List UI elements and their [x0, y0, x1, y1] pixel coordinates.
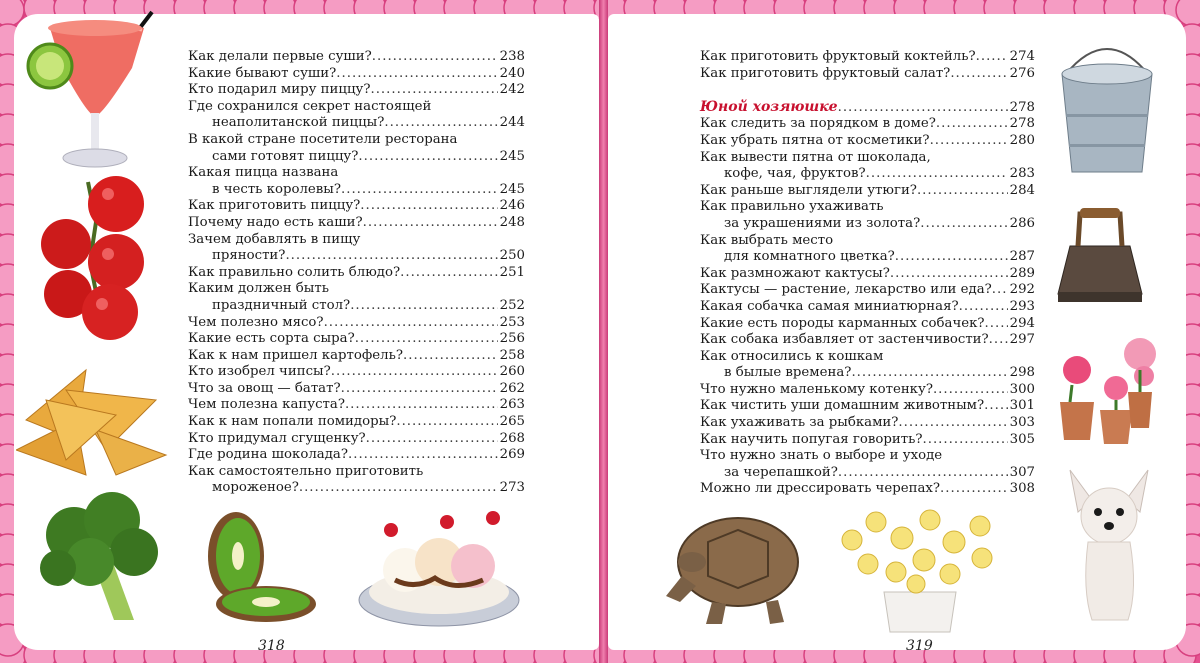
- toc-entry-title: Чем полезно мясо?: [188, 314, 324, 330]
- toc-entry-title: Как приготовить фруктовый коктейль?: [700, 49, 976, 64]
- toc-page-number: 307: [1009, 464, 1035, 480]
- dot-leader: [384, 115, 497, 132]
- daisy-pot-illustration: [832, 500, 1008, 634]
- toc-entry-title: Какие есть породы карманных собачек?: [700, 315, 985, 331]
- toc-entry-title: Как самостоятельно приготовить: [188, 463, 424, 479]
- toc-page-number: 238: [499, 49, 525, 64]
- nachos-illustration: [16, 360, 174, 478]
- toc-entry-title: Что нужно знать о выборе и уходе: [700, 448, 943, 464]
- dot-leader: [366, 431, 498, 448]
- toc-entry-title: за черепашкой?: [724, 464, 838, 480]
- dot-leader: [950, 66, 1007, 83]
- dot-leader: [917, 183, 1008, 200]
- toc-entry: [188, 281, 525, 298]
- toc-page-number: 298: [1009, 365, 1035, 381]
- toc-entry: [188, 480, 525, 497]
- toc-entry: [188, 298, 525, 315]
- toc-entry: [188, 115, 525, 132]
- toc-entry-title: Какие есть сорта сыра?: [188, 331, 355, 347]
- dot-leader: [341, 381, 498, 398]
- page-number-right: 319: [906, 638, 933, 654]
- toc-entry-title: Как следить за порядком в доме?: [700, 116, 936, 132]
- dot-leader: [920, 216, 1007, 233]
- ice-cream-sundae-illustration: [355, 500, 523, 630]
- toc-entry-title: Как приготовить фруктовый салат?: [700, 65, 951, 81]
- dot-leader: [922, 432, 1007, 449]
- toc-entry-title: пряности?: [212, 248, 286, 264]
- toc-entry-title: Какая собачка самая миниатюрная?: [700, 298, 959, 314]
- dot-leader: [930, 133, 1008, 150]
- toc-entry-title: Как чистить уши домашним животным?: [700, 398, 985, 414]
- toc-page-number: 280: [1009, 132, 1035, 148]
- dot-leader: [372, 49, 498, 66]
- cocktail-illustration: [22, 8, 162, 173]
- toc-entry-title: Что за овощ — батат?: [188, 380, 341, 396]
- toc-entry-title: Как к нам попали помидоры?: [188, 414, 397, 430]
- dot-leader: [370, 82, 497, 99]
- toc-entry-title: Как выбрать место: [700, 232, 834, 248]
- dot-leader: [358, 149, 497, 166]
- toc-entry-title: Где сохранился секрет настоящей: [188, 98, 432, 114]
- toc-entry: [700, 332, 1035, 349]
- toc-entry: [700, 415, 1035, 432]
- toc-entry-title: Как к нам пришел картофель?: [188, 347, 403, 363]
- iron-illustration: [1050, 196, 1150, 314]
- toc-entry-title: Как относились к кошкам: [700, 348, 884, 364]
- toc-entry: [188, 215, 525, 232]
- toc-page-number: 303: [1009, 415, 1035, 431]
- dot-leader: [851, 365, 1007, 382]
- toc-entry-title: Можно ли дрессировать черепах?: [700, 481, 941, 497]
- dot-leader: [933, 382, 1008, 399]
- dot-leader: [940, 481, 1008, 498]
- toc-page-number: 269: [499, 447, 525, 463]
- toc-entry: [700, 183, 1035, 200]
- toc-page-number: 274: [1009, 49, 1035, 64]
- toc-entry: [188, 414, 525, 431]
- toc-page-number: 286: [1009, 215, 1035, 231]
- toc-entry: [188, 99, 525, 116]
- toc-entry-title: Как делали первые суши?: [188, 49, 372, 64]
- toc-entry: [188, 364, 525, 381]
- toc-entry-title: Как ухаживать за рыбками?: [700, 415, 899, 431]
- toc-page-number: 253: [499, 314, 525, 330]
- toc-entry: [700, 216, 1035, 233]
- toc-page-number: 287: [1009, 249, 1035, 265]
- toc-entry-title: Как собака избавляет от застенчивости?: [700, 332, 989, 348]
- toc-entry-title: Как размножают кактусы?: [700, 265, 890, 281]
- dot-leader: [345, 397, 498, 414]
- dot-leader: [403, 348, 498, 365]
- toc-entry: [188, 149, 525, 166]
- dot-leader: [984, 398, 1007, 415]
- broccoli-illustration: [34, 490, 166, 630]
- toc-page-number: 273: [499, 480, 525, 496]
- toc-page-number: 284: [1009, 182, 1035, 198]
- bucket-illustration: [1054, 34, 1160, 179]
- page-number-left: 318: [258, 638, 285, 654]
- toc-entry-title: Как правильно солить блюдо?: [188, 264, 401, 280]
- toc-entry-title: в честь королевы?: [212, 181, 341, 197]
- toc-entry: [188, 132, 525, 149]
- toc-entry: [188, 82, 525, 99]
- toc-entry-title: Где родина шоколада?: [188, 447, 348, 463]
- dot-leader: [895, 249, 1008, 266]
- dot-leader: [331, 364, 498, 381]
- dot-leader: [341, 182, 498, 199]
- toc-entry-title: Как научить попугая говорить?: [700, 431, 923, 447]
- toc-entry-title: Почему надо есть каши?: [188, 214, 363, 230]
- toc-page-number: 262: [499, 380, 525, 396]
- toc-entry-title: Кто подарил миру пиццу?: [188, 82, 371, 98]
- toc-page-number: 301: [1009, 398, 1035, 414]
- toc-entry-title: неаполитанской пиццы?: [212, 115, 385, 131]
- toc-entry-title: Чем полезна капуста?: [188, 397, 345, 413]
- toc-entry-title: Какая пицца названа: [188, 165, 339, 181]
- toc-entry: [188, 49, 525, 66]
- toc-entry-title: за украшениями из золота?: [724, 215, 921, 231]
- toc-entry: [700, 266, 1035, 283]
- toc-entry-title: Кто изобрел чипсы?: [188, 364, 331, 380]
- dot-leader: [336, 66, 497, 83]
- toc-entry: [700, 116, 1035, 133]
- dot-leader: [890, 266, 1008, 283]
- dot-leader: [299, 480, 498, 497]
- dot-leader: [363, 215, 498, 232]
- right-toc: [700, 49, 1035, 498]
- potted-flowers-illustration: [1052, 330, 1162, 448]
- toc-page-number: 252: [499, 297, 525, 313]
- toc-entry: [188, 397, 525, 414]
- toc-page-number: 293: [1009, 298, 1035, 314]
- toc-entry: [700, 365, 1035, 382]
- toc-entry: [188, 248, 525, 265]
- toc-page-number: 248: [499, 214, 525, 230]
- toc-page-number: 297: [1009, 332, 1035, 348]
- toc-entry: [188, 315, 525, 332]
- toc-entry-title: Что нужно маленькому котенку?: [700, 381, 933, 397]
- toc-entry-title: Какие бывают суши?: [188, 65, 337, 81]
- toc-entry-title: Каким должен быть: [188, 281, 329, 297]
- dot-leader: [324, 315, 498, 332]
- toc-page-number: 251: [499, 264, 525, 280]
- toc-entry: [188, 165, 525, 182]
- toc-page-number: 268: [499, 430, 525, 446]
- toc-entry-title: Кактусы — растение, лекарство или еда?: [700, 282, 992, 298]
- toc-entry-title: Как приготовить пиццу?: [188, 198, 361, 214]
- toc-entry: [700, 382, 1035, 399]
- toc-entry: [700, 398, 1035, 415]
- toc-entry: [188, 265, 525, 282]
- dot-leader: [360, 198, 497, 215]
- toc-entry-title: В какой стране посетители ресторана: [188, 131, 458, 147]
- toc-page-number: 278: [1009, 99, 1035, 115]
- toc-section-heading: [700, 99, 1035, 117]
- dot-leader: [838, 465, 1008, 482]
- dot-leader: [898, 415, 1007, 432]
- dot-leader: [976, 49, 1008, 66]
- toc-entry: [188, 331, 525, 348]
- toc-entry: [700, 150, 1035, 167]
- toc-page-number: 294: [1009, 315, 1035, 331]
- toc-entry: [188, 182, 525, 199]
- dot-leader: [992, 282, 1008, 299]
- toc-page-number: 240: [499, 65, 525, 81]
- toc-entry-title: сами готовят пиццу?: [212, 148, 359, 164]
- toc-entry: [188, 198, 525, 215]
- dot-leader: [396, 414, 497, 431]
- toc-entry: [700, 66, 1035, 83]
- toc-page-number: 292: [1009, 282, 1035, 298]
- toc-entry: [700, 299, 1035, 316]
- dot-leader: [350, 298, 497, 315]
- toc-entry-title: Юной хозяюшке: [700, 98, 838, 115]
- toc-entry: [188, 464, 525, 481]
- toc-page-number: 245: [499, 181, 525, 197]
- toc-entry: [700, 49, 1035, 66]
- toc-page-number: 246: [499, 198, 525, 214]
- dot-leader: [355, 331, 498, 348]
- toc-entry: [700, 249, 1035, 266]
- toc-entry: [700, 199, 1035, 216]
- toc-entry: [700, 448, 1035, 465]
- toc-page-number: 256: [499, 331, 525, 347]
- left-toc: [188, 49, 525, 497]
- toc-entry: [700, 166, 1035, 183]
- toc-entry-title: мороженое?: [212, 480, 299, 496]
- toc-entry-title: кофе, чая, фруктов?: [724, 166, 866, 182]
- dot-leader: [959, 299, 1008, 316]
- toc-entry: [188, 447, 525, 464]
- toc-entry: [700, 481, 1035, 498]
- toc-entry-title: в былые времена?: [724, 365, 852, 381]
- dot-leader: [866, 166, 1008, 183]
- toc-entry: [700, 432, 1035, 449]
- toc-page-number: 278: [1009, 116, 1035, 132]
- toc-page-number: 265: [499, 414, 525, 430]
- section-spacer: [700, 82, 1035, 99]
- toc-entry: [700, 316, 1035, 333]
- toc-page-number: 250: [499, 248, 525, 264]
- toc-entry: [188, 348, 525, 365]
- toc-page-number: 289: [1009, 265, 1035, 281]
- toc-entry: [700, 133, 1035, 150]
- toc-page-number: 308: [1009, 481, 1035, 497]
- toc-entry-title: Зачем добавлять в пищу: [188, 231, 361, 247]
- chihuahua-illustration: [1052, 460, 1166, 628]
- toc-page-number: 300: [1009, 381, 1035, 397]
- toc-page-number: 283: [1009, 166, 1035, 182]
- dot-leader: [400, 265, 497, 282]
- toc-entry: [188, 431, 525, 448]
- dot-leader: [285, 248, 497, 265]
- book-gutter: [599, 0, 608, 663]
- toc-entry: [700, 282, 1035, 299]
- toc-page-number: 242: [499, 82, 525, 98]
- toc-page-number: 244: [499, 115, 525, 131]
- toc-page-number: 245: [499, 148, 525, 164]
- toc-entry-title: Как убрать пятна от косметики?: [700, 132, 930, 148]
- toc-page-number: 305: [1009, 431, 1035, 447]
- toc-page-number: 260: [499, 364, 525, 380]
- toc-entry: [188, 232, 525, 249]
- kiwi-illustration: [196, 506, 320, 624]
- dot-leader: [989, 332, 1008, 349]
- dot-leader: [838, 100, 1008, 117]
- toc-page-number: 276: [1009, 65, 1035, 81]
- toc-entry: [700, 465, 1035, 482]
- toc-entry: [188, 66, 525, 83]
- toc-entry-title: Как раньше выглядели утюги?: [700, 182, 917, 198]
- toc-entry: [700, 349, 1035, 366]
- dot-leader: [985, 316, 1008, 333]
- toc-entry-title: Кто придумал сгущенку?: [188, 430, 366, 446]
- toc-entry-title: для комнатного цветка?: [724, 249, 895, 265]
- toc-entry-title: Как вывести пятна от шоколада,: [700, 149, 931, 165]
- dot-leader: [936, 116, 1008, 133]
- tortoise-illustration: [662, 506, 814, 630]
- toc-entry: [188, 381, 525, 398]
- toc-page-number: 263: [499, 397, 525, 413]
- toc-entry: [700, 233, 1035, 250]
- toc-entry-title: Как правильно ухаживать: [700, 199, 884, 215]
- toc-page-number: 258: [499, 347, 525, 363]
- dot-leader: [348, 447, 498, 464]
- tomatoes-illustration: [38, 172, 148, 342]
- toc-entry-title: праздничный стол?: [212, 297, 351, 313]
